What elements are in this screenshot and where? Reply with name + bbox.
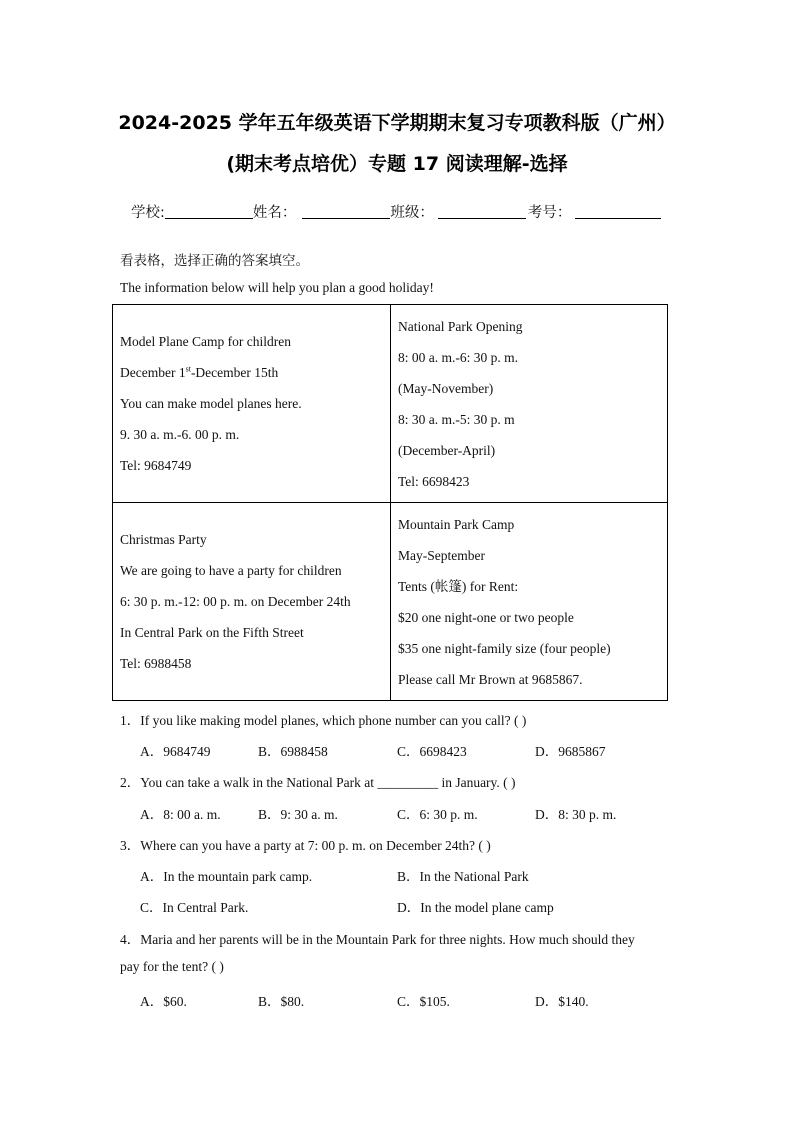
question-4-option-b[interactable]: B．$80. <box>258 994 305 1009</box>
question-3-stem: 3．Where can you have a party at 7: 00 p. m. on December 24th? ( ) <box>120 838 491 853</box>
cell-line: You can make model planes here. <box>120 396 302 411</box>
mountain-park-camp-cell <box>391 503 668 701</box>
cell-line: Tel: 6988458 <box>120 656 192 671</box>
cell-line: In Central Park on the Fifth Street <box>120 625 304 640</box>
cell-line: (December-April) <box>398 443 496 458</box>
number-blank[interactable] <box>575 204 661 219</box>
cell-line: 8: 00 a. m.-6: 30 p. m. <box>398 350 518 365</box>
national-park-cell <box>391 305 668 503</box>
christmas-party-cell <box>113 503 391 701</box>
question-2-option-c[interactable]: C．6: 30 p. m. <box>397 807 478 822</box>
class-blank[interactable] <box>438 204 526 219</box>
instruction-cn: 看表格，选择正确的答案填空。 <box>120 253 309 269</box>
number-label: 考号： <box>527 205 572 221</box>
question-4-stem-line2: pay for the tent? ( ) <box>120 959 224 974</box>
cell-line: 8: 30 a. m.-5: 30 p. m <box>398 412 515 427</box>
holiday-info-table <box>112 304 668 701</box>
question-4-option-c[interactable]: C．$105. <box>397 994 450 1009</box>
class-label: 班级： <box>390 205 434 221</box>
question-1-option-c[interactable]: C．6698423 <box>397 744 467 759</box>
page-subtitle: (期末考点培优）专题 17 阅读理解-选择 <box>226 153 568 175</box>
question-2-option-b[interactable]: B．9: 30 a. m. <box>258 807 338 822</box>
cell-line: May-September <box>398 548 485 563</box>
question-3-option-c[interactable]: C．In Central Park. <box>140 900 249 915</box>
question-2-option-d[interactable]: D．8: 30 p. m. <box>535 807 617 822</box>
question-4-option-d[interactable]: D．$140. <box>535 994 589 1009</box>
cell-line: Model Plane Camp for children <box>120 334 291 349</box>
question-3-option-d[interactable]: D．In the model plane camp <box>397 900 554 915</box>
cell-line: Tents (帐篷) for Rent: <box>398 579 519 594</box>
school-label: 学校: <box>131 205 165 221</box>
question-2-option-a[interactable]: A．8: 00 a. m. <box>140 807 221 822</box>
cell-line: We are going to have a party for children <box>120 563 342 578</box>
cell-line: December 1st-December 15th <box>120 364 279 380</box>
page-title: 2024-2025 学年五年级英语下学期期末复习专项教科版（广州） <box>118 112 676 134</box>
school-blank[interactable] <box>165 204 253 219</box>
cell-line: Tel: 6698423 <box>398 474 470 489</box>
question-4-option-a[interactable]: A．$60. <box>140 994 187 1009</box>
question-1-option-a[interactable]: A．9684749 <box>140 744 211 759</box>
cell-line: 9. 30 a. m.-6. 00 p. m. <box>120 427 240 442</box>
question-3-option-a[interactable]: A．In the mountain park camp. <box>140 869 313 884</box>
cell-line: Mountain Park Camp <box>398 517 515 532</box>
name-blank[interactable] <box>302 204 390 219</box>
name-label: 姓名： <box>252 205 297 221</box>
question-1-stem: 1．If you like making model planes, which phone number can you call? ( ) <box>120 713 527 728</box>
instruction-en: The information below will help you plan a good holiday! <box>120 280 434 295</box>
cell-line: (May-November) <box>398 381 494 396</box>
cell-line: 6: 30 p. m.-12: 00 p. m. on December 24th <box>120 594 351 609</box>
cell-line: $35 one night-family size (four people) <box>398 641 611 656</box>
question-3-option-b[interactable]: B．In the National Park <box>397 869 529 884</box>
cell-line: Tel: 9684749 <box>120 458 192 473</box>
cell-line: National Park Opening <box>398 319 523 334</box>
question-2-stem: 2．You can take a walk in the National Park at _________ in January. ( ) <box>120 775 516 790</box>
cell-line: Please call Mr Brown at 9685867. <box>398 672 583 687</box>
cell-line: Christmas Party <box>120 532 207 547</box>
question-4-stem-line1: 4．Maria and her parents will be in the Mountain Park for three nights. How much should they <box>120 932 635 947</box>
model-plane-camp-cell <box>113 305 391 503</box>
student-info-row <box>131 201 661 222</box>
cell-line: $20 one night-one or two people <box>398 610 574 625</box>
question-1-option-b[interactable]: B．6988458 <box>258 744 328 759</box>
question-1-option-d[interactable]: D．9685867 <box>535 744 606 759</box>
